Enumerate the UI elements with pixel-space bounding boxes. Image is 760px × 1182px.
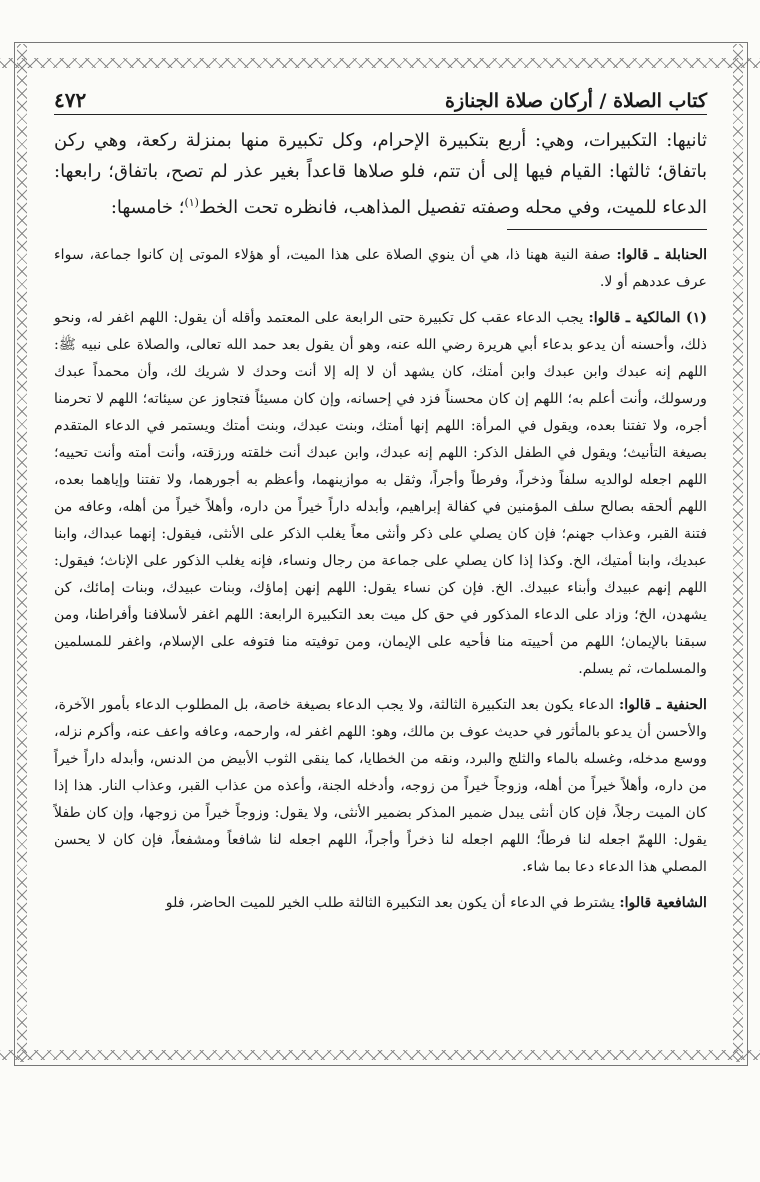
running-header — [54, 88, 707, 115]
footnote-lead: الشافعية قالوا: — [619, 895, 707, 911]
main-text-body: ثانيها: التكبيرات، وهي: أربع بتكبيرة الإحرام، وكل تكبيرة منها بمنزلة ركعة، وهي ركن باتفاق؛ ثالثها: القيام فيها إلى أن تتم، فلو صلاها قاعداً بغير عذر لم تصح، باتفاق؛ رابعها: الدعاء للميت، وفي محله وصفته تفصيل المذاهب، فانظره تحت الخط — [54, 130, 707, 218]
footnote-text: يجب الدعاء عقب كل تكبيرة حتى الرابعة على المعتمد وأقله أن يقول: اللهم اغفر له، ونحو ذلك، وأحسنه أن يدعو بدعاء أبي هريرة رضي الله عنه، وهو أن يقول بعد حمد الله تعالى، والصلاة على نبيه ﷺ: اللهم إنه عبدك وابن عبدك وابن أمتك، كان يشهد أن لا إله إلا أنت وحدك لا شريك لك، وأن محمداً عبدك ورسولك، وأنت أعلم به؛ اللهم إن كان محسناً فزد في إحسانه، وإن كان مسيئاً فتجاوز عن سيئاته؛ اللهم لا تحرمنا أجره، ولا تفتنا بعده، ويقول في المرأة: اللهم إنها أمتك، وبنت عبدك، وبنت أمتك ويستمر في الدعاء المتقدم بصيغة التأنيث؛ ويقول في الطفل الذكر: اللهم إنه عبدك، وابن عبدك أنت خلقته ورزقته، وأنت أمته وأنت تحييه؛ اللهم اجعله لوالديه سلفاً وذخراً، وفرطاً وأجراً، وثقل به موازينهما، وأعظم به أجورهما، ولا تفتنا وإياهما بعده، اللهم ألحقه بصالح سلف المؤمنين في كفالة إبراهيم، وأبدله داراً خيراً من داره، وأهلاً خيراً من أهله، وعافه من فتنة القبر، وعذاب جهنم؛ فإن كان يصلي على ذكر وأنثى معاً يغلب الذكر على الأنثى، فيقول: إنهما عبداك، وابنا عبديك، وابنا أمتيك، الخ. وكذا إذا كان يصلي على جماعة من رجال ونساء، فإنه يغلب الذكور على الإناث؛ فيقول: اللهم إنهم عبيدك وأبناء عبيدك. الخ. فإن كن نساء يقول: اللهم إنهن إماؤك، وبنات عبيدك، وبنات إمائك، كن يشهدن، الخ؛ وزاد على الدعاء المذكور في حق كل ميت بعد التكبيرة الرابعة: اللهم اغفر لأسلافنا وأفراطنا، ومن سبقنا بالإيمان؛ اللهم من أحييته منا فأحيه على الإيمان، ومن توفيته منا فتوفه على الإسلام، واغفر للمسلمين والمسلمات، ثم يسلم. — [54, 310, 707, 677]
footnote-text: يشترط في الدعاء أن يكون بعد التكبيرة الثالثة طلب الخير للميت الحاضر، فلو — [165, 895, 620, 911]
footnote-lead: (١) المالكية ـ قالوا: — [588, 310, 707, 326]
footnotes — [54, 242, 707, 917]
footnote-maliki — [54, 305, 707, 683]
footnote-hanbali — [54, 242, 707, 296]
footnote-separator — [507, 229, 707, 230]
main-paragraph — [54, 125, 707, 223]
main-text-end: ؛ خامسها: — [110, 197, 185, 218]
running-title: كتاب الصلاة / أركان صلاة الجنازة — [445, 90, 707, 112]
footnote-shafii — [54, 890, 707, 917]
footnote-ref: (١) — [184, 196, 199, 209]
footnote-text: الدعاء يكون بعد التكبيرة الثالثة، ولا يجب الدعاء بصيغة خاصة، بل المطلوب الدعاء بأمور الآخرة، والأحسن أن يدعو بالمأثور في حديث عوف بن مالك، وهو: اللهم اغفر له، وارحمه، وعافه واعف عنه، وأكرم نزله، ووسع مدخله، وغسله بالماء والثلج والبرد، ونقه من الخطايا، كما ينقى الثوب الأبيض من الدنس، وأبدله داراً خيراً من داره، وأهلاً خيراً من أهله، وزوجاً خيراً من زوجه، وأدخله الجنة، وأعذه من عذاب القبر، وعذاب النار. هذا إذا كان الميت رجلاً، فإن كان أنثى يبدل ضمير المذكر بضمير الأنثى، ولا يقول: وزوجاً خيراً من زوجها، وإن كان طفلاً يقول: اللهمّ اجعله لنا فرطاً؛ اللهم اجعله لنا ذخراً وأجراً، اللهم اجعله لنا شافعاً ومشفعاً، فإن كان لا يحسن المصلي هذا الدعاء دعا بما شاء. — [54, 697, 707, 875]
page-content — [54, 88, 707, 926]
footnote-text: صفة النية ههنا ذا، هي أن ينوي الصلاة على هذا الميت، أو هؤلاء الموتى إن كانوا جماعة، سواء عرف عددهم أو لا. — [54, 247, 707, 290]
main-text — [54, 125, 707, 223]
footnote-lead: الحنابلة ـ قالوا: — [616, 247, 708, 263]
footnote-hanafi — [54, 692, 707, 881]
footnote-lead: الحنفية ـ قالوا: — [619, 697, 707, 713]
page-number: ٤٧٢ — [54, 88, 87, 112]
